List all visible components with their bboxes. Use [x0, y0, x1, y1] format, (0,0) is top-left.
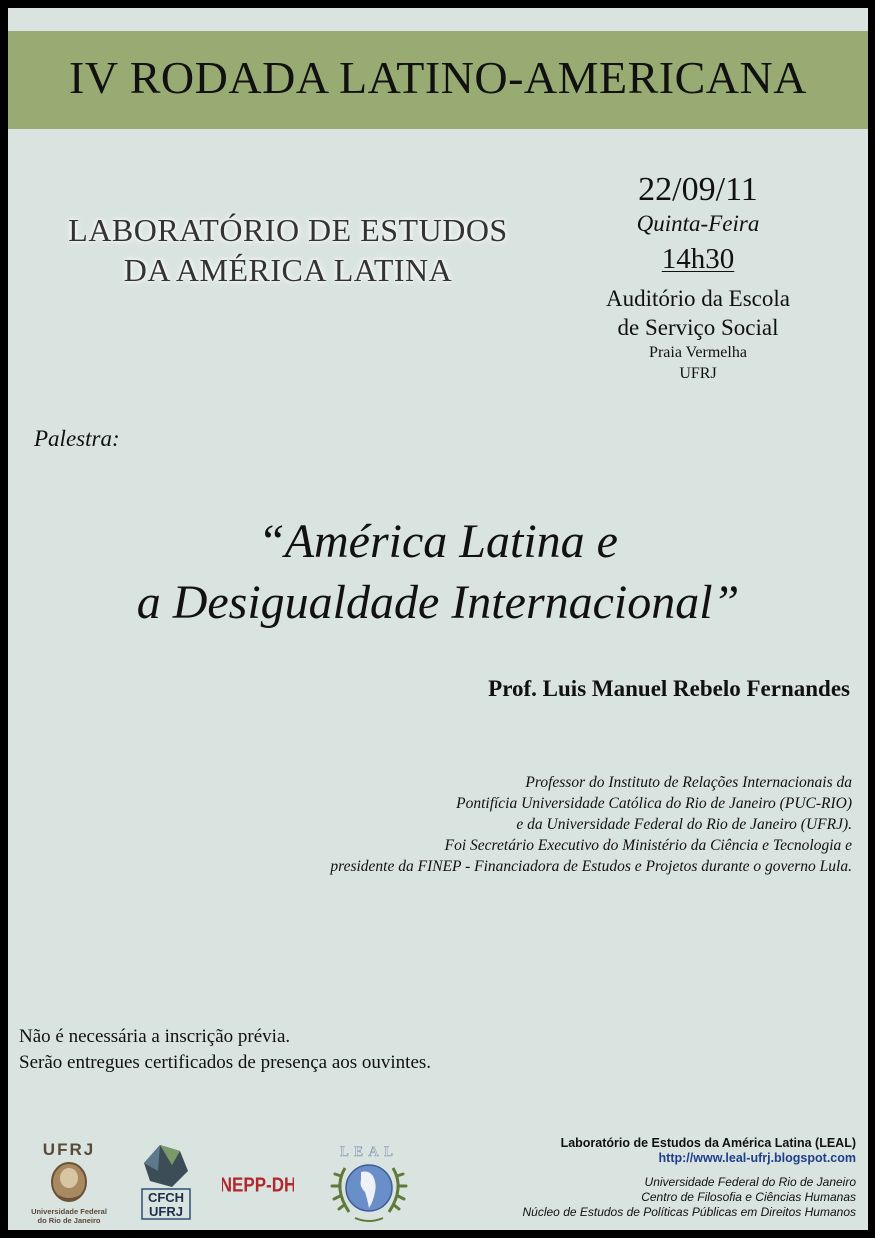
certificate-note: Serão entregues certificados de presença aos ouvintes. — [19, 1052, 432, 1073]
cfch-logo — [136, 1141, 196, 1221]
footer-nucleus: Núcleo de Estudos de Políticas Públicas em Direitos Humanos — [522, 1205, 856, 1219]
speaker-bio — [212, 772, 852, 877]
talk-label: Palestra: — [34, 426, 120, 451]
event-time: 14h30 — [661, 243, 735, 275]
talk-title — [8, 511, 868, 633]
speaker-name: Prof. Luis Manuel Rebelo Fernandes — [488, 676, 850, 701]
ufrj-logo-name: UFRJ — [42, 1140, 96, 1159]
event-details — [588, 170, 808, 384]
attendance-notes — [19, 1024, 431, 1076]
bio-line: Pontifícia Universidade Católica do Rio de Janeiro (PUC-RIO) — [456, 795, 852, 812]
venue-line-2: de Serviço Social — [617, 315, 779, 340]
footer-organization: Laboratório de Estudos da América Latina (LEAL) — [560, 1136, 856, 1150]
ufrj-logo-caption-2: do Rio de Janeiro — [37, 1216, 101, 1224]
cfch-logo-line-2: UFRJ — [149, 1204, 183, 1219]
ufrj-logo-caption-1: Universidade Federal — [31, 1207, 107, 1216]
registration-note: Não é necessária a inscrição prévia. — [19, 1026, 291, 1047]
leal-logo — [323, 1140, 415, 1226]
talk-title-line-2: a Desigualdade Internacional” — [136, 576, 740, 629]
bio-line: Foi Secretário Executivo do Ministério da Ciência e Tecnologia e — [444, 837, 852, 854]
talk-title-line-1: “América Latina e — [258, 515, 618, 568]
bio-line: e da Universidade Federal do Rio de Janeiro (UFRJ). — [516, 816, 852, 833]
event-poster — [8, 8, 868, 1230]
event-date: 22/09/11 — [638, 171, 758, 208]
leal-logo-name: LEAL — [339, 1144, 399, 1160]
nepp-dh-logo — [222, 1170, 294, 1198]
footer-blog-link[interactable]: http://www.leal-ufrj.blogspot.com — [658, 1151, 856, 1165]
nepp-dh-logo-name: NEPP-DH — [222, 1173, 294, 1196]
lab-title — [28, 210, 548, 290]
event-venue — [588, 284, 808, 342]
event-series-title: IV RODADA LATINO-AMERICANA — [69, 52, 807, 103]
cfch-logo-line-1: CFCH — [147, 1190, 185, 1205]
ufrj-logo — [28, 1138, 110, 1224]
event-university: UFRJ — [679, 365, 717, 382]
event-campus: Praia Vermelha — [649, 344, 747, 361]
lab-title-line-2: DA AMÉRICA LATINA — [123, 252, 453, 288]
lab-title-line-1: LABORATÓRIO DE ESTUDOS — [68, 212, 508, 248]
title-banner — [8, 31, 868, 129]
footer-center: Centro de Filosofia e Ciências Humanas — [641, 1190, 856, 1204]
footer-info — [456, 1136, 856, 1220]
venue-line-1: Auditório da Escola — [606, 286, 790, 311]
bio-line: Professor do Instituto de Relações Internacionais da — [525, 774, 852, 791]
bio-line: presidente da FINEP - Financiadora de Estudos e Projetos durante o governo Lula. — [330, 858, 852, 875]
footer-university: Universidade Federal do Rio de Janeiro — [644, 1175, 856, 1189]
event-weekday: Quinta-Feira — [636, 211, 760, 236]
